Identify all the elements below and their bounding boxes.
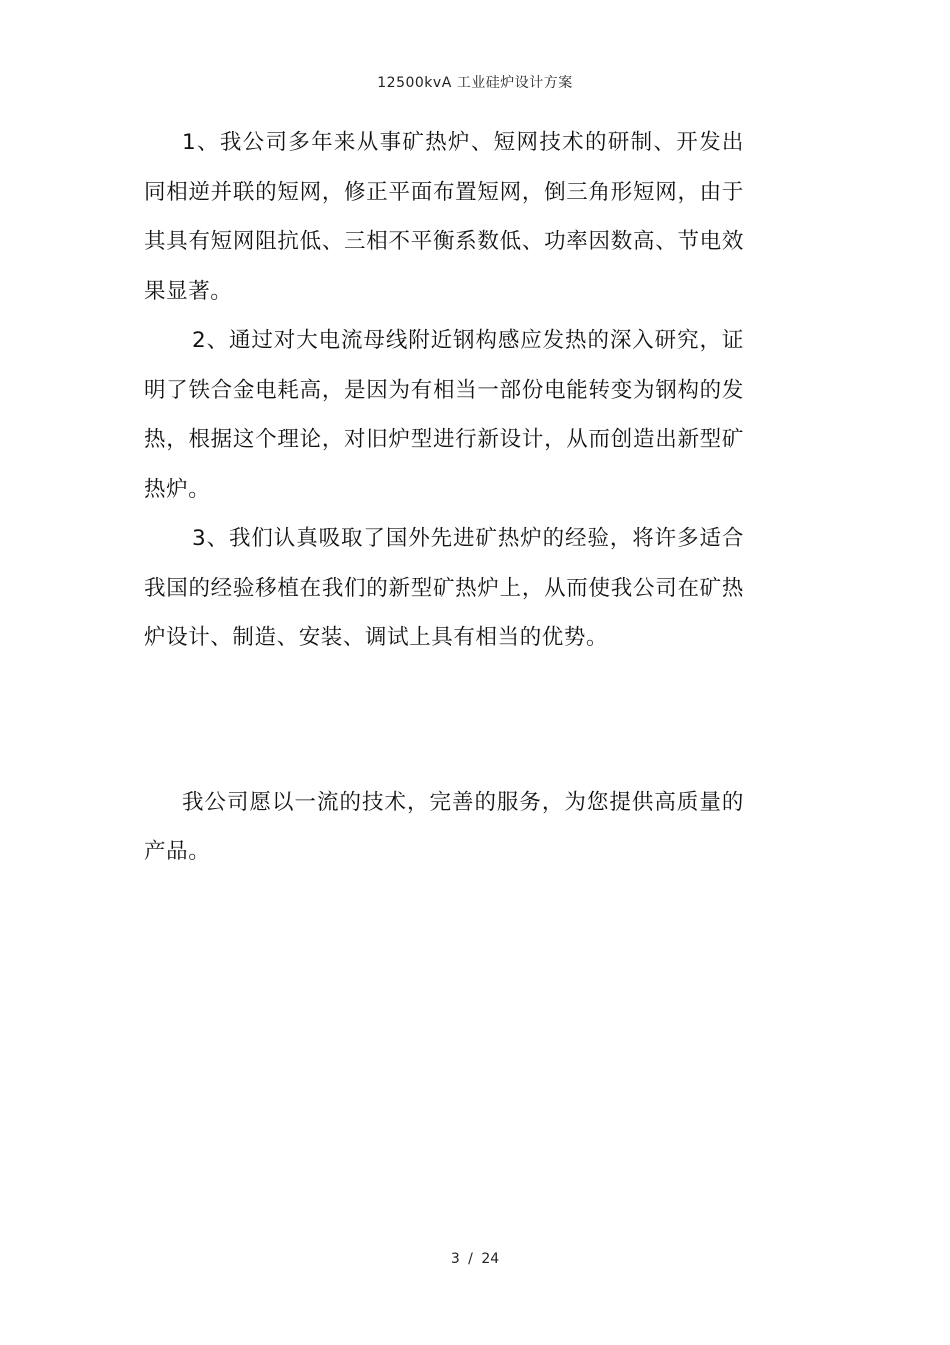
paragraph-2: 2、通过对大电流母线附近钢构感应发热的深入研究，证明了铁合金电耗高，是因为有相当一部份电能转变为钢构的发热，根据这个理论，对旧炉型进行新设计，从而创造出新型矿热炉。 xyxy=(144,328,744,502)
paragraph-1: 1、我公司多年来从事矿热炉、短网技术的研制、开发出同相逆并联的短网，修正平面布置短网，倒三角形短网，由于其具有短网阻抗低、三相不平衡系数低、功率因数高、节电效果显著。 xyxy=(144,130,744,304)
closing-paragraph: 我公司愿以一流的技术，完善的服务，为您提供高质量的产品。 xyxy=(144,789,744,864)
page-number: 3 / 24 xyxy=(450,1251,500,1267)
page-header: 12500kvA 工业硅炉设计方案 xyxy=(377,75,573,91)
section-spacer xyxy=(144,663,744,778)
document-body xyxy=(144,118,744,877)
paragraph-3: 3、我们认真吸取了国外先进矿热炉的经验，将许多适合我国的经验移植在我们的新型矿热炉上，从而使我公司在矿热炉设计、制造、安装、调试上具有相当的优势。 xyxy=(144,526,744,650)
